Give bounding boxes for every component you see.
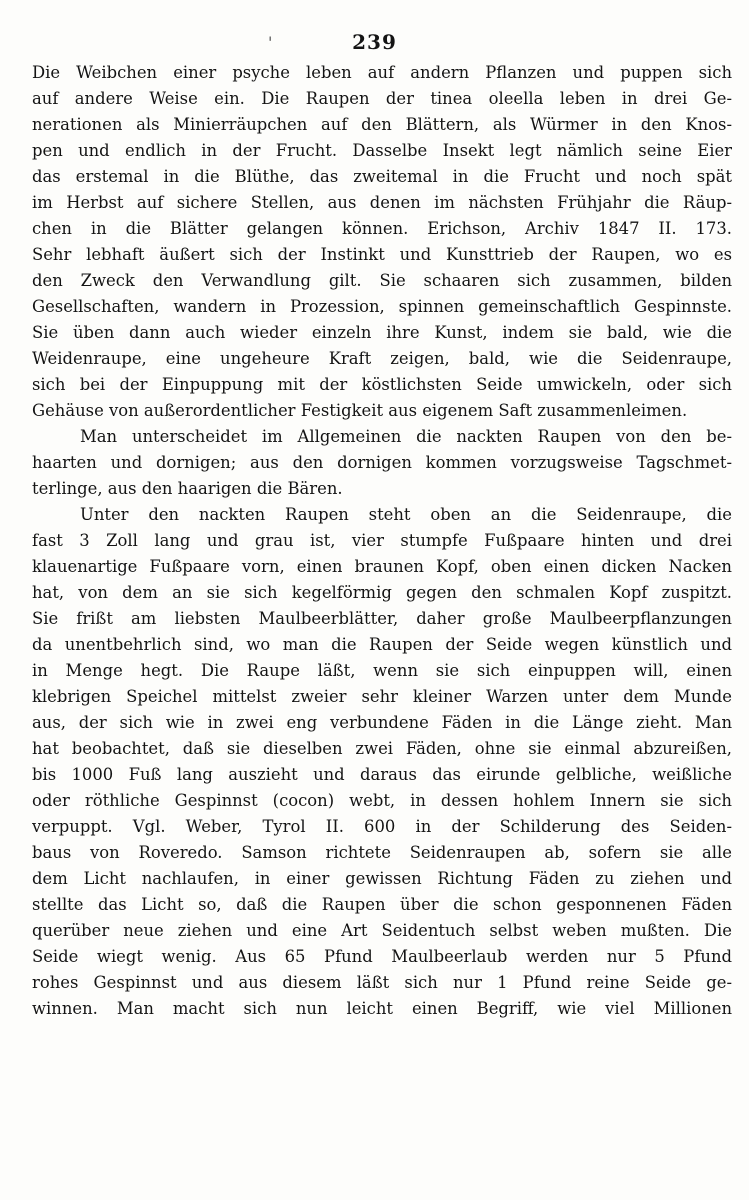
text-line: Sie üben dann auch wieder einzeln ihre Kunst, indem sie bald, wie die: [32, 323, 732, 342]
text-line: sich bei der Einpuppung mit der köstlichsten Seide umwickeln, oder sich: [32, 375, 732, 394]
text-line: Gesellschaften, wandern in Prozession, spinnen gemeinschaftlich Gespinnste.: [32, 297, 732, 316]
text-line: pen und endlich in der Frucht. Dasselbe Insekt legt nämlich seine Eier: [32, 141, 732, 160]
text-line: Die Weibchen einer psyche leben auf andern Pflanzen und puppen sich: [32, 63, 732, 82]
text-line: dem Licht nachlaufen, in einer gewissen Richtung Fäden zu ziehen und: [32, 869, 732, 888]
text-line: in Menge hegt. Die Raupe läßt, wenn sie sich einpuppen will, einen: [32, 661, 732, 680]
text-line: im Herbst auf sichere Stellen, aus denen im nächsten Frühjahr die Räup-: [32, 193, 732, 212]
text-line: Seide wiegt wenig. Aus 65 Pfund Maulbeerlaub werden nur 5 Pfund: [32, 947, 732, 966]
body-text: [32, 60, 732, 1022]
text-line: Man unterscheidet im Allgemeinen die nackten Raupen von den be-: [80, 427, 732, 446]
text-line: querüber neue ziehen und eine Art Seidentuch selbst weben mußten. Die: [32, 921, 732, 940]
text-line: Weidenraupe, eine ungeheure Kraft zeigen, bald, wie die Seidenraupe,: [32, 349, 732, 368]
text-line: da unentbehrlich sind, wo man die Raupen der Seide wegen künstlich und: [32, 635, 732, 654]
text-line: haarten und dornigen; aus den dornigen kommen vorzugsweise Tagschmet-: [32, 453, 732, 472]
text-line: rohes Gespinnst und aus diesem läßt sich nur 1 Pfund reine Seide ge-: [32, 973, 732, 992]
text-line: terlinge, aus den haarigen die Bären.: [32, 479, 343, 498]
text-line: stellte das Licht so, daß die Raupen über die schon gesponnenen Fäden: [32, 895, 732, 914]
text-line: verpuppt. Vgl. Weber, Tyrol II. 600 in der Schilderung des Seiden-: [32, 817, 732, 836]
text-line: Sehr lebhaft äußert sich der Instinkt und Kunsttrieb der Raupen, wo es: [32, 245, 732, 264]
stray-ink-mark: ꞌ: [268, 33, 273, 52]
text-line: winnen. Man macht sich nun leicht einen Begriff, wie viel Millionen: [32, 999, 732, 1018]
text-line: klebrigen Speichel mittelst zweier sehr kleiner Warzen unter dem Munde: [32, 687, 732, 706]
text-line: chen in die Blätter gelangen können. Erichson, Archiv 1847 II. 173.: [32, 219, 732, 238]
text-line: Gehäuse von außerordentlicher Festigkeit aus eigenem Saft zusammenleimen.: [32, 401, 688, 420]
text-line: hat, von dem an sie sich kegelförmig gegen den schmalen Kopf zuspitzt.: [32, 583, 732, 602]
text-line: Sie frißt am liebsten Maulbeerblätter, daher große Maulbeerpflanzungen: [32, 609, 732, 628]
text-line: oder röthliche Gespinnst (cocon) webt, in dessen hohlem Innern sie sich: [32, 791, 732, 810]
text-line: fast 3 Zoll lang und grau ist, vier stumpfe Fußpaare hinten und drei: [32, 531, 732, 550]
text-line: auf andere Weise ein. Die Raupen der tinea oleella leben in drei Ge-: [32, 89, 732, 108]
text-line: aus, der sich wie in zwei eng verbundene Fäden in die Länge zieht. Man: [32, 713, 732, 732]
text-line: den Zweck den Verwandlung gilt. Sie schaaren sich zusammen, bilden: [32, 271, 732, 290]
text-line: bis 1000 Fuß lang auszieht und daraus das eirunde gelbliche, weißliche: [32, 765, 732, 784]
page-number: 239: [352, 30, 397, 54]
text-line: Unter den nackten Raupen steht oben an die Seidenraupe, die: [80, 505, 732, 524]
text-line: das erstemal in die Blüthe, das zweitemal in die Frucht und noch spät: [32, 167, 732, 186]
text-line: hat beobachtet, daß sie dieselben zwei Fäden, ohne sie einmal abzureißen,: [32, 739, 732, 758]
text-line: nerationen als Minierräupchen auf den Blättern, als Würmer in den Knos-: [32, 115, 732, 134]
text-line: baus von Roveredo. Samson richtete Seidenraupen ab, sofern sie alle: [32, 843, 732, 862]
text-line: klauenartige Fußpaare vorn, einen braunen Kopf, oben einen dicken Nacken: [32, 557, 732, 576]
